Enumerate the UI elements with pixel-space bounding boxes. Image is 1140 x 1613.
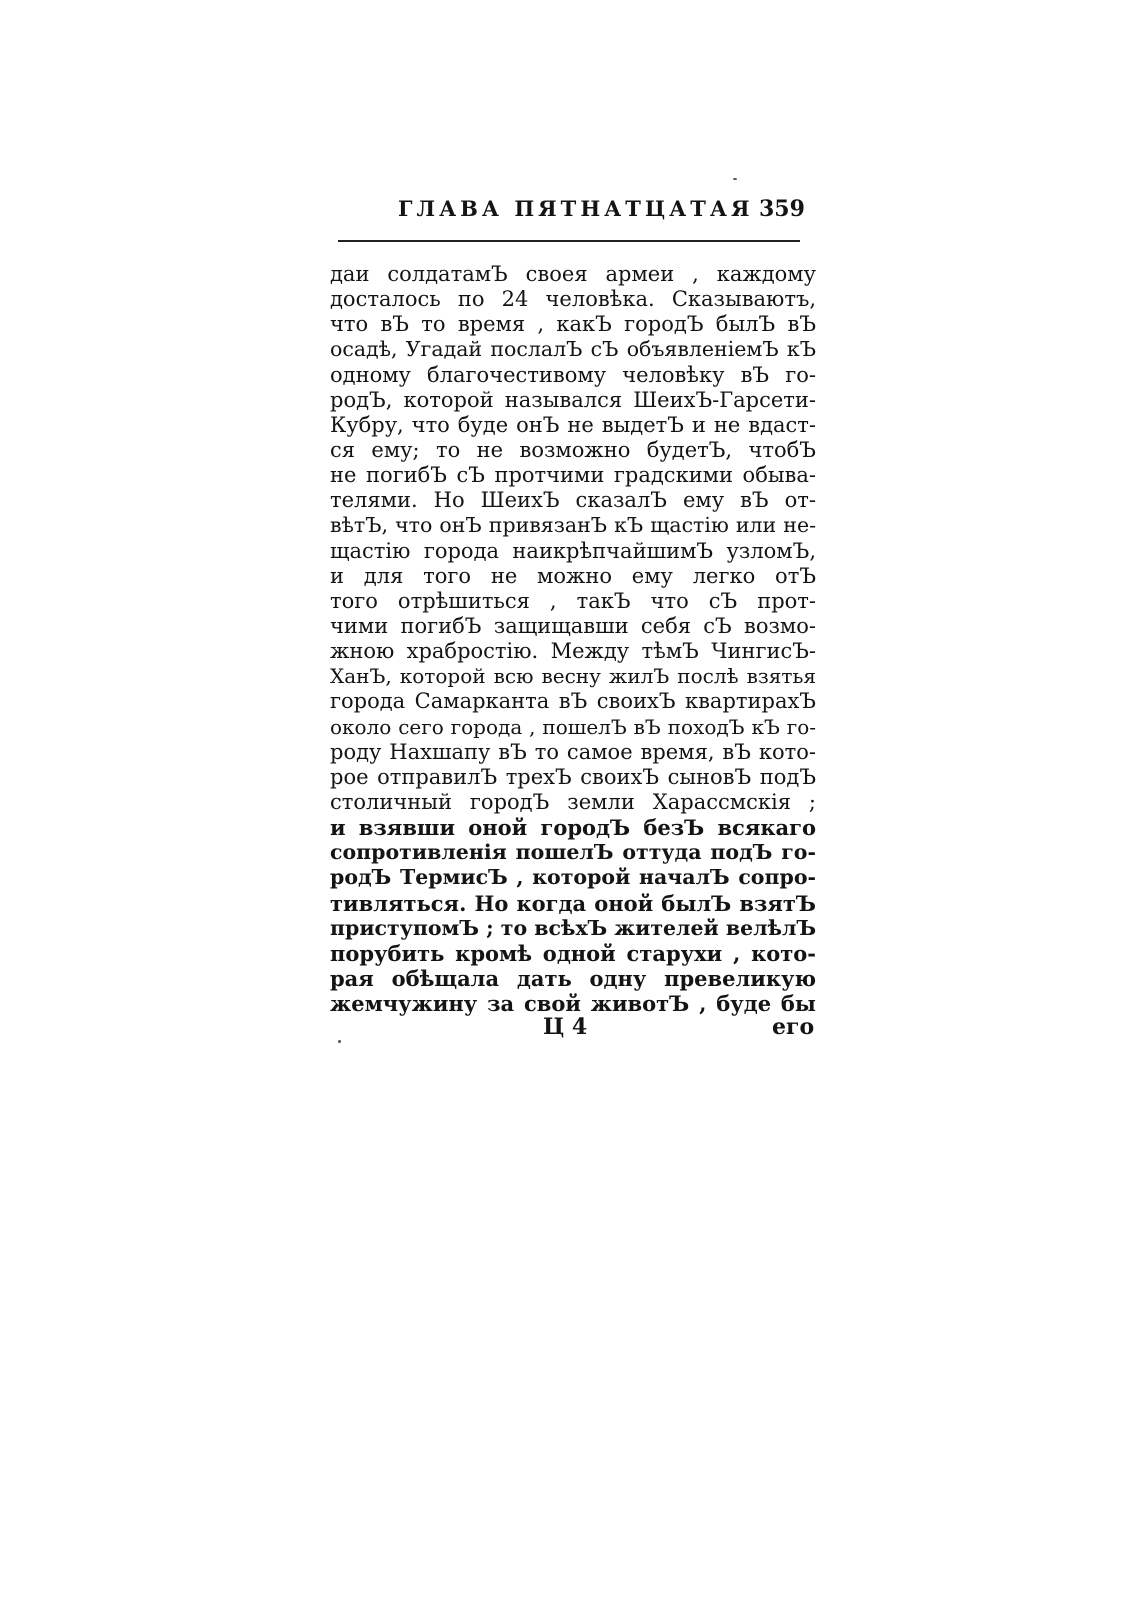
text-line: того отрѣшиться , такЪ что сЪ прот-: [330, 588, 816, 613]
text-line: родЪ, которой назывался ШеихЪ-Гарсети-: [330, 387, 816, 412]
running-head-title: ГЛАВА ПЯТНАТЦАТАЯ: [398, 196, 754, 221]
body-text: [330, 262, 816, 1016]
page-number: 359: [759, 196, 805, 222]
text-line: рая обѣщала дать одну превеликую: [330, 965, 816, 991]
text-line: досталось по 24 человѣка. Сказываютъ,: [330, 287, 816, 312]
text-line: чими погибЪ защищавши себя сЪ возмо-: [330, 613, 816, 638]
text-line: жемчужину за свой животЪ , буде бы: [330, 991, 816, 1017]
signature-mark: Ц 4: [543, 1014, 588, 1040]
text-line: телями. Но ШеихЪ сказалЪ ему вЪ от-: [330, 488, 816, 513]
ink-speck: [733, 178, 737, 180]
text-line: осадѣ, Угадай послалЪ сЪ объявленіемЪ кЪ: [330, 337, 816, 362]
text-line: около сего города , пошелЪ вЪ походЪ кЪ го-: [330, 714, 816, 739]
text-line: родЪ ТермисЪ , которой началЪ сопро-: [330, 865, 816, 890]
text-line: приступомЪ ; то всѣхЪ жителей велѣлЪ: [330, 915, 817, 940]
text-line: столичный городЪ земли Харассмскія ;: [330, 789, 816, 814]
text-line: вѣтЪ, что онЪ привязанЪ кЪ щастію или не-: [330, 513, 816, 538]
text-line: не погибЪ сЪ протчими градскими обыва-: [330, 463, 816, 488]
text-line: Кубру, что буде онЪ не выдетЪ и не вдаст-: [330, 412, 816, 437]
text-line: города Самарканта вЪ своихЪ квартирахЪ: [330, 689, 816, 714]
ink-speck: [338, 1040, 341, 1043]
text-line: тивляться. Но когда оной былЪ взятЪ: [330, 890, 816, 916]
text-line: что вЪ то время , какЪ городЪ былЪ вЪ: [330, 312, 816, 337]
header-rule: [338, 240, 800, 242]
text-line: порубить кромѣ одной старухи , кото-: [330, 940, 816, 966]
text-line: и взявши оной городЪ безЪ всякаго: [330, 815, 816, 841]
text-line: жною храбростію. Между тѣмЪ ЧингисЪ-: [330, 639, 816, 664]
text-line: щастію города наикрѣпчайшимЪ узломЪ,: [330, 538, 816, 563]
catchword: его: [772, 1014, 815, 1040]
text-line: даи солдатамЪ своея армеи , каждому: [330, 262, 816, 286]
text-line: сопротивленія пошелЪ оттуда подЪ го-: [330, 840, 816, 865]
text-line: ся ему; то не возможно будетЪ, чтобЪ: [330, 437, 816, 462]
text-line: рое отправилЪ трехЪ своихЪ сыновЪ подЪ: [330, 764, 816, 789]
text-line: ХанЪ, которой всю весну жилЪ послѣ взятья: [330, 664, 816, 689]
text-line: одному благочестивому человѣку вЪ го-: [330, 362, 816, 387]
text-line: и для того не можно ему легко отЪ: [330, 563, 816, 588]
text-line: роду Нахшапу вЪ то самое время, вЪ кото-: [330, 739, 816, 764]
